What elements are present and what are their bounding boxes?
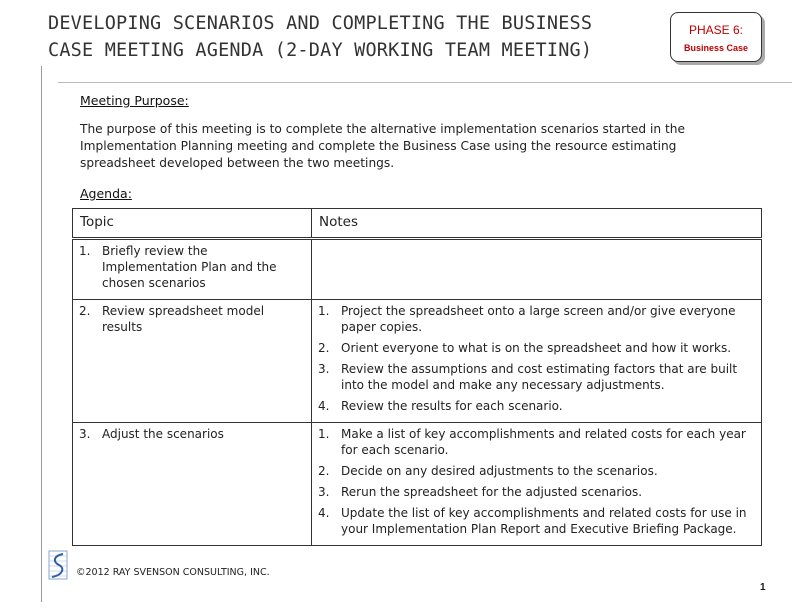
note-number: 3.: [318, 485, 330, 499]
note-number: 2.: [318, 341, 330, 355]
note-number: 1.: [318, 427, 330, 441]
svenson-logo-icon: [48, 550, 68, 580]
topic-text: Review spreadsheet model results: [102, 304, 265, 334]
table-row: [73, 300, 762, 423]
notes-column-header: Notes: [312, 209, 762, 239]
note-item: [318, 303, 751, 335]
title-line-2: CASE MEETING AGENDA (2-DAY WORKING TEAM MEETING): [48, 40, 593, 61]
note-item: [318, 505, 751, 537]
agenda-header-row: [73, 209, 762, 239]
topic-cell: [73, 239, 312, 300]
topic-number: 3.: [79, 427, 91, 441]
topic-column-header: Topic: [73, 209, 312, 239]
topic-cell: [73, 423, 312, 546]
table-row: [73, 239, 762, 300]
page-number: 1: [760, 582, 766, 593]
header-rule: [58, 82, 792, 83]
left-rule: [41, 66, 42, 602]
note-text: Update the list of key accomplishments and related costs for use in your Implementation Plan Report and Executive Briefing Package.: [341, 506, 747, 536]
note-text: Decide on any desired adjustments to the scenarios.: [341, 464, 658, 478]
note-item: [318, 340, 751, 356]
note-text: Review the assumptions and cost estimating factors that are built into the model and make any necessary adjustments.: [341, 362, 738, 392]
note-text: Rerun the spreadsheet for the adjusted scenarios.: [341, 485, 643, 499]
purpose-heading: Meeting Purpose:: [80, 93, 189, 108]
topic-item: [79, 426, 306, 442]
note-item: [318, 398, 751, 414]
notes-cell: [312, 239, 762, 300]
note-text: Review the results for each scenario.: [341, 399, 563, 413]
topic-number: 1.: [79, 244, 91, 258]
agenda-heading: Agenda:: [80, 186, 132, 201]
note-text: Project the spreadsheet onto a large screen and/or give everyone paper copies.: [341, 304, 736, 334]
note-number: 4.: [318, 399, 330, 413]
phase-name: Business Case: [683, 43, 749, 53]
topic-number: 2.: [79, 304, 91, 318]
agenda-table: [72, 208, 762, 546]
topic-text: Briefly review the Implementation Plan and the chosen scenarios: [102, 244, 277, 290]
topic-cell: [73, 300, 312, 423]
table-row: [73, 423, 762, 546]
note-text: Make a list of key accomplishments and related costs for each year for each scenario.: [341, 427, 746, 457]
topic-item: [79, 243, 306, 291]
topic-item: [79, 303, 306, 335]
page-title: [48, 10, 648, 64]
topic-text: Adjust the scenarios: [102, 427, 224, 441]
note-number: 3.: [318, 362, 330, 376]
phase-badge: [670, 12, 762, 62]
note-number: 2.: [318, 464, 330, 478]
purpose-text: The purpose of this meeting is to complete the alternative implementation scenarios started in the Implementation Planning meeting and complete the Business Case using the resource estimating spreadsheet developed between the two meetings.: [80, 122, 686, 170]
copyright-text: ©2012 RAY SVENSON CONSULTING, INC.: [76, 567, 270, 578]
note-item: [318, 426, 751, 458]
note-item: [318, 463, 751, 479]
note-item: [318, 361, 751, 393]
note-item: [318, 484, 751, 500]
notes-cell: [312, 423, 762, 546]
title-line-1: DEVELOPING SCENARIOS AND COMPLETING THE BUSINESS: [48, 13, 593, 34]
note-text: Orient everyone to what is on the spreadsheet and how it works.: [341, 341, 732, 355]
notes-cell: [312, 300, 762, 423]
phase-label: PHASE 6:: [688, 23, 744, 37]
note-number: 1.: [318, 304, 330, 318]
note-number: 4.: [318, 506, 330, 520]
